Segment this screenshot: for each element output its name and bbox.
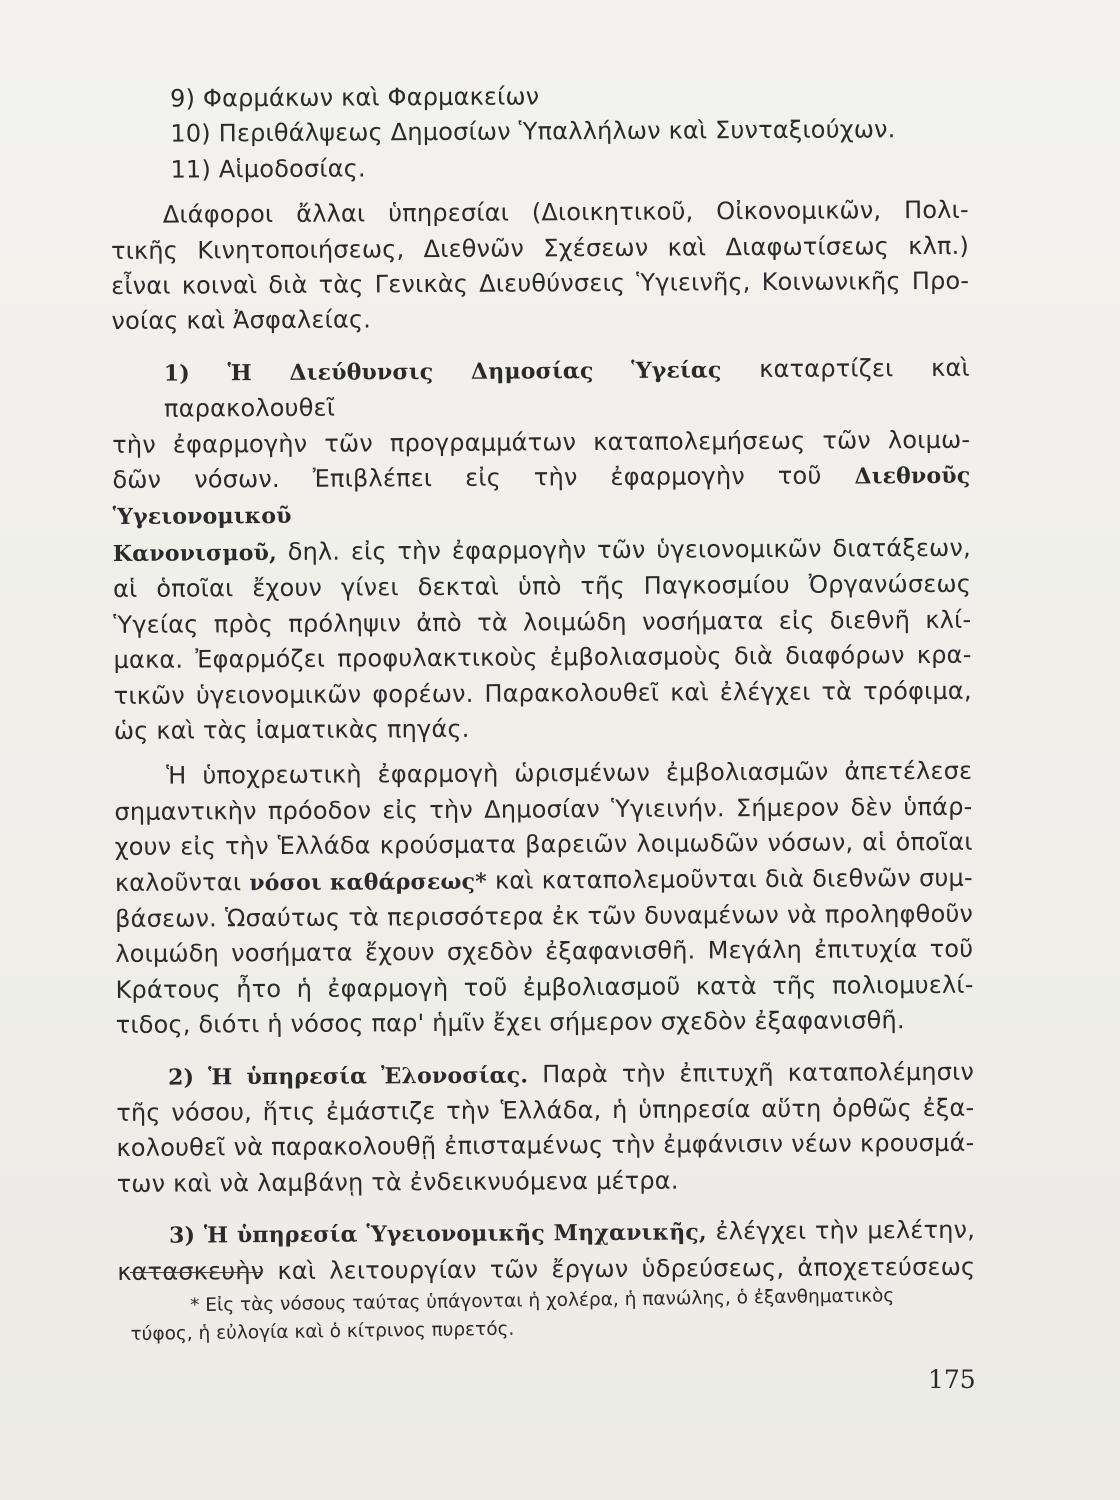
section-3-heading: 3) Ἡ ὑπηρεσία Ὑγειονομικῆς Μηχανικῆς, <box>168 1219 707 1249</box>
text-line: τικῶν ὑγειονομικῶν φορέων. Παρακολουθεῖ καὶ ἐλέγχει τὰ τρόφιμα, <box>113 676 972 710</box>
text-line: τῆς νόσου, ἥτις ἐμάστιζε τὴν Ἑλλάδα, ἡ ὑπηρεσία αὕτη ὀρθῶς ἐξα- <box>116 1093 975 1127</box>
section-3-first-line: 3) Ἡ ὑπηρεσία Ὑγειονομικῆς Μηχανικῆς, ἐλέγχει τὴν μελέτην, <box>168 1215 976 1249</box>
footnote-divider <box>130 1272 262 1273</box>
intro-paragraph <box>111 193 970 340</box>
text-line: κατασκευὴν καὶ λειτουργίαν τῶν ἔργων ὑδρεύσεως, ἀποχετεύσεως <box>117 1252 976 1286</box>
emphasis-term: Διεθνοῦς Ὑγειονομικοῦ <box>112 462 971 531</box>
text-line: μακα. Ἐφαρμόζει προφυλακτικοὺς ἐμβολιασμοὺς διὰ διαφόρων κρα- <box>113 640 972 675</box>
text-line: σημαντικὴν πρόοδον εἰς τὴν Δημοσίαν Ὑγιεινήν. Σήμερον δὲν ὑπάρ- <box>114 792 973 826</box>
text-line: εἶναι κοιναὶ διὰ τὰς Γενικὰς Διευθύνσεις Ὑγιεινῆς, Κοινωνικῆς Προ- <box>111 266 970 301</box>
text-line: τικῆς Κινητοποιήσεως, Διεθνῶν Σχέσεων καὶ Διαφωτίσεως κλπ.) <box>110 231 970 265</box>
text-line: αἱ ὁποῖαι ἔχουν γίνει δεκταὶ ὑπὸ τῆς Παγκοσμίου Ὀργανώσεως <box>113 570 972 604</box>
text-line: των καὶ νὰ λαμβάνῃ τὰ ἐνδεικνυόμενα μέτρα. <box>116 1166 679 1198</box>
text-line: δῶν νόσων. Ἐπιβλέπει εἰς τὴν ἐφαρμογὴν τοῦ Διεθνοῦς Ὑγειονομικοῦ <box>112 461 971 531</box>
list-item: 10) Περιθάλψεως Δημοσίων Ὑπαλλήλων καὶ Συνταξιούχων. <box>170 115 896 149</box>
text-line: τιδος, διότι ἡ νόσος παρ' ἡμῖν ἔχει σήμερον σχεδὸν ἐξαφανισθῆ. <box>115 1006 905 1040</box>
section-1-first-line: 1) Ἡ Διεύθυνσις Δημοσίας Ὑγείας καταρτίζει καὶ παρακολουθεῖ <box>163 353 970 423</box>
emphasis-term: νόσοι καθάρσεως* <box>249 868 488 896</box>
section-2-first-line: 2) Ἡ ὑπηρεσία Ἐλονοσίας. Παρὰ τὴν ἐπιτυχῆ καταπολέμησιν <box>168 1057 975 1091</box>
section-2-heading: 2) Ἡ ὑπηρεσία Ἐλονοσίας. <box>168 1062 529 1091</box>
text-line: κολουθεῖ νὰ παρακολουθῇ ἐπισταμένως τὴν ἐμφάνισιν νέων κρουσμά- <box>116 1129 975 1163</box>
page-number: 175 <box>928 1365 976 1394</box>
footnote-line: τύφος, ἡ εὐλογία καὶ ὁ κίτρινος πυρετός. <box>130 1318 515 1345</box>
main-text <box>110 77 975 1290</box>
text-line: βάσεων. Ὡσαύτως τὰ περισσότερα ἐκ τῶν δυναμένων νὰ προληφθοῦν <box>115 899 974 933</box>
text-line: Κράτους ἦτο ἡ ἐφαρμογὴ τοῦ ἐμβολιασμοῦ κατὰ τῆς πολιομυελί- <box>115 970 974 1004</box>
section-1-public-health <box>112 351 972 750</box>
section-3-sanitary-engineering <box>117 1213 975 1290</box>
text-line: λοιμώδη νοσήματα ἔχουν σχεδὸν ἐξαφανισθῆ. Μεγάλη ἐπιτυχία τοῦ <box>115 935 974 969</box>
text-line: νοίας καὶ Ἀσφαλείας. <box>111 305 372 336</box>
text-line: Κανονισμοῦ, δηλ. εἰς τὴν ἐφαρμογὴν τῶν ὑγειονομικῶν διατάξεων, <box>112 533 971 567</box>
text-line: καλοῦνται νόσοι καθάρσεως* καὶ καταπολεμοῦνται διὰ διεθνῶν συμ- <box>114 863 973 897</box>
text-line: χουν εἰς τὴν Ἑλλάδα κρούσματα βαρειῶν λοιμωδῶν νόσων, αἱ ὁποῖαι <box>114 827 973 862</box>
footnote-line: * Εἰς τὰς νόσους ταύτας ὑπάγονται ἡ χολέρα, ἡ πανώλης, ὁ ἐξανθηματικὸς <box>190 1285 895 1317</box>
emphasis-term: Κανονισμοῦ, <box>112 539 277 567</box>
list-item: 11) Αἱμοδοσίας. <box>170 154 366 184</box>
text-line: Ὑγείας πρὸς πρόληψιν ἀπὸ τὰ λοιμώδη νοσήματα εἰς διεθνῆ κλί- <box>113 605 972 639</box>
section-1-heading: 1) Ἡ Διεύθυνσις Δημοσίας Ὑγείας <box>163 357 722 387</box>
vaccination-paragraph <box>114 754 974 1043</box>
text-line: τὴν ἐφαρμογὴν τῶν προγραμμάτων καταπολεμήσεως τῶν λοιμω- <box>112 425 971 459</box>
text-line: Διάφοροι ἄλλαι ὑπηρεσίαι (Διοικητικοῦ, Οἰκονομικῶν, Πολι- <box>162 195 969 229</box>
text-line: Ἡ ὑποχρεωτικὴ ἐφαρμογὴ ὡρισμένων ἐμβολιασμῶν ἀπετέλεσε <box>166 757 973 790</box>
footnote <box>130 1281 971 1349</box>
list-item: 9) Φαρμάκων καὶ Φαρμακείων <box>170 82 540 113</box>
section-2-malaria <box>116 1054 975 1202</box>
text-line: ὡς καὶ τὰς ἰαματικὰς πηγάς. <box>113 714 470 745</box>
